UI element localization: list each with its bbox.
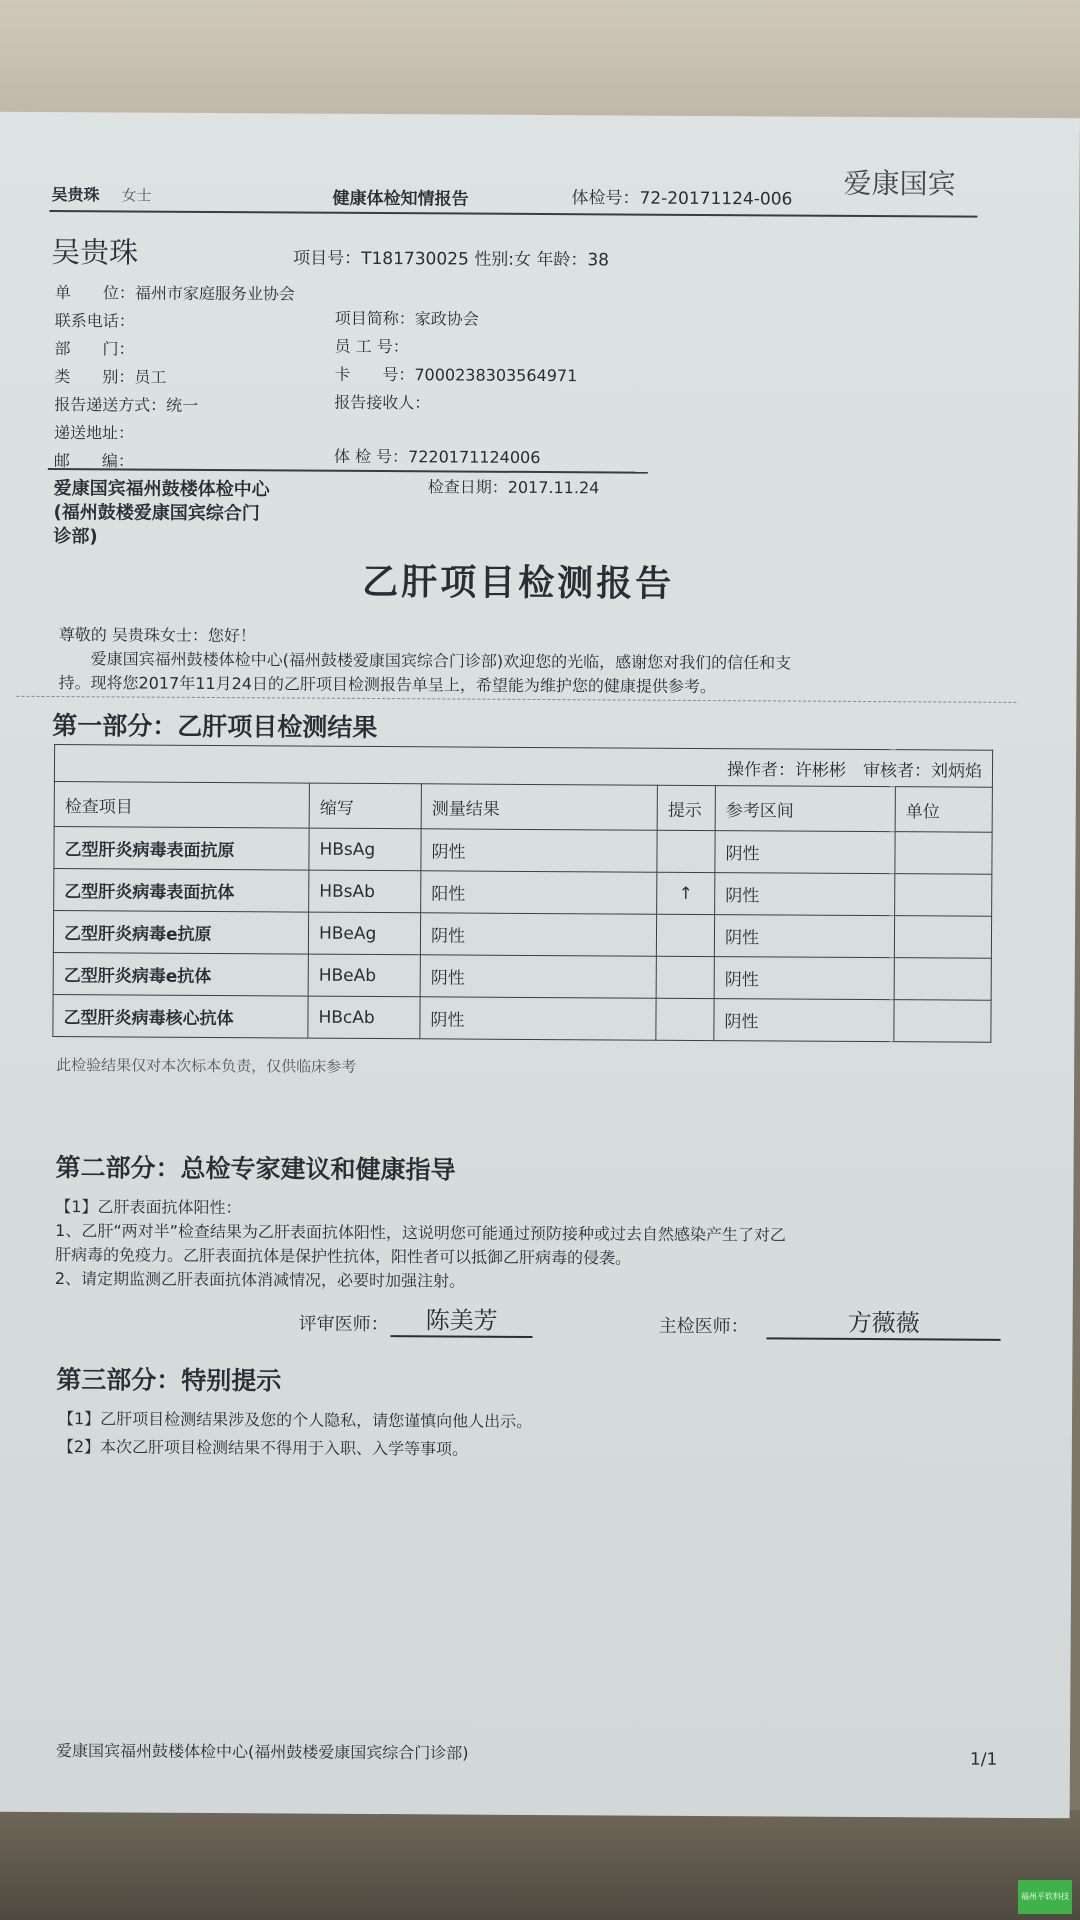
- footer-center: 爱康国宾福州鼓楼体检中心(福州鼓楼爱康国宾综合门诊部): [55, 1741, 469, 1763]
- cell-item: 乙型肝炎病毒表面抗原: [54, 827, 309, 871]
- cell-unit: [895, 874, 992, 917]
- col-header-tip: 提示: [657, 785, 715, 830]
- watermark-badge: 福州平软科技: [1018, 1880, 1072, 1914]
- cell-unit: [894, 916, 991, 959]
- center-line2: (福州鼓楼爱康国宾综合门: [53, 502, 260, 525]
- brand-name: 爱康国宾: [843, 166, 956, 201]
- table-row: [53, 995, 991, 1043]
- field-exam-no: 体 检 号：7220171124006: [333, 446, 541, 468]
- cell-ref: 阴性: [715, 873, 895, 916]
- operators-line: 操作者：许彬彬 审核者：刘炳焰: [54, 745, 992, 788]
- field-phone: 联系电话：: [54, 311, 135, 331]
- part3-tip1: 【1】乙肝项目检测结果涉及您的个人隐私，请您谨慎向他人出示。: [57, 1409, 533, 1431]
- cell-unit: [895, 832, 992, 875]
- cell-unit: [894, 1000, 991, 1043]
- chief-doctor-label: 主检医师：: [658, 1315, 749, 1338]
- cell-ref: 阴性: [714, 957, 894, 1000]
- cell-abbr: HBsAg: [309, 828, 421, 871]
- part1-heading: 第一部分：乙肝项目检测结果: [52, 711, 378, 743]
- cell-item: 乙型肝炎病毒e抗体: [53, 953, 308, 997]
- table-row: [53, 953, 991, 1001]
- cell-item: 乙型肝炎病毒e抗原: [53, 911, 308, 955]
- report-title: 乙肝项目检测报告: [362, 560, 675, 605]
- field-postcode: 邮 编：: [53, 451, 134, 471]
- field-unit: 单 位：福州市家庭服务业协会: [54, 283, 295, 304]
- background-bottom: [0, 1810, 1080, 1920]
- cell-item: 乙型肝炎病毒表面抗体: [54, 869, 309, 913]
- cell-result: 阴性: [420, 913, 656, 956]
- field-dept: 部 门：: [54, 339, 135, 359]
- field-receiver: 报告接收人：: [334, 392, 431, 413]
- greeting-line1: 爱康国宾福州鼓楼体检中心(福州鼓楼爱康国宾综合门诊部)欢迎您的光临，感谢您对我们的信任和支: [90, 649, 792, 673]
- cell-unit: [894, 958, 991, 1001]
- greeting-salutation: 尊敬的 吴贵珠女士：您好！: [58, 625, 256, 646]
- chief-doctor-sign-wrap: [767, 1302, 1001, 1340]
- part2-line3: 2、请定期监测乙肝表面抗体消减情况，必要时加强注射。: [54, 1269, 466, 1291]
- cell-result: 阴性: [420, 997, 656, 1040]
- cell-tip: [656, 998, 714, 1040]
- part2-item-title: 【1】乙肝表面抗体阳性：: [55, 1197, 242, 1218]
- cell-item: 乙型肝炎病毒核心抗体: [53, 995, 308, 1039]
- cell-tip: [656, 914, 714, 956]
- exam-date: 检查日期：2017.11.24: [427, 477, 600, 498]
- cell-result: 阳性: [421, 871, 657, 914]
- cell-result: 阴性: [421, 829, 657, 872]
- cell-tip: [656, 956, 714, 998]
- table-row: [53, 911, 991, 959]
- footer-page: 1/1: [969, 1749, 998, 1770]
- cell-ref: 阴性: [714, 915, 894, 958]
- cell-tip: [657, 830, 715, 872]
- center-line3: 诊部): [53, 526, 98, 548]
- cell-tip-up-arrow-icon: ↑: [657, 872, 715, 914]
- cell-ref: 阴性: [715, 831, 895, 874]
- part3-tip2: 【2】本次乙肝项目检测结果不得用于入职、入学等事项。: [57, 1437, 469, 1459]
- field-address: 递送地址：: [53, 423, 135, 443]
- center-line1: 爱康国宾福州鼓楼体检中心: [53, 478, 270, 501]
- part2-line1: 1、乙肝“两对半”检查结果为乙肝表面抗体阳性，这说明您可能通过预防接种或过去自然感染产生了对乙: [55, 1221, 786, 1245]
- greeting-line2: 持。现将您2017年11月24日的乙肝项目检测报告单呈上，希望能为维护您的健康提供参考。: [58, 673, 717, 697]
- chief-doctor-signature: 方薇薇: [767, 1302, 1001, 1340]
- part2-line2: 肝病毒的免疫力。乙肝表面抗体是保护性抗体，阳性者可以抵御乙肝病毒的侵袭。: [54, 1245, 632, 1268]
- table-row: [54, 827, 992, 875]
- review-doctor-signature: 陈美芳: [391, 1300, 533, 1338]
- background-top: [0, 0, 1080, 130]
- report-paper: [0, 112, 1080, 1819]
- header-title-suffix: 女士: [121, 186, 152, 205]
- table-header-row: [54, 782, 992, 833]
- col-header-result: 测量结果: [421, 784, 657, 830]
- fields-rule: [48, 468, 648, 474]
- cell-ref: 阴性: [714, 999, 894, 1042]
- field-staff-no: 员 工 号：: [334, 336, 409, 357]
- patient-info: 项目号：T181730025 性别:女 年龄：38: [293, 248, 610, 271]
- cell-abbr: HBeAb: [308, 954, 420, 997]
- header-rule: [49, 210, 977, 218]
- part2-heading: 第二部分：总检专家建议和健康指导: [55, 1153, 456, 1185]
- cell-abbr: HBeAg: [308, 912, 420, 955]
- results-table: [52, 744, 993, 1043]
- table-row: [54, 869, 992, 917]
- header-name: 吴贵珠: [51, 185, 100, 205]
- col-header-abbr: 缩写: [309, 783, 421, 829]
- col-header-ref: 参考区间: [715, 786, 895, 832]
- review-doctor-label: 评审医师：: [298, 1313, 389, 1336]
- field-card-no: 卡 号：7000238303564971: [334, 364, 578, 386]
- header-report-name: 健康体检知情报告: [332, 188, 469, 210]
- part3-heading: 第三部分：特别提示: [56, 1365, 282, 1396]
- col-header-item: 检查项目: [54, 782, 309, 829]
- field-delivery: 报告递送方式：统一: [54, 395, 199, 415]
- tear-line: [16, 696, 1016, 703]
- patient-name: 吴贵珠: [51, 235, 139, 270]
- field-category: 类 别：员工: [54, 367, 167, 387]
- results-note: 此检验结果仅对本次标本负责，仅供临床参考: [56, 1056, 357, 1076]
- cell-abbr: HBcAb: [308, 996, 420, 1039]
- review-doctor-sign-wrap: [391, 1300, 533, 1338]
- cell-abbr: HBsAb: [309, 870, 421, 913]
- col-header-unit: 单位: [895, 787, 992, 833]
- field-project-short: 项目简称：家政协会: [334, 308, 479, 329]
- header-exam-no: 体检号：72-20171124-006: [571, 188, 793, 210]
- cell-result: 阴性: [420, 955, 656, 998]
